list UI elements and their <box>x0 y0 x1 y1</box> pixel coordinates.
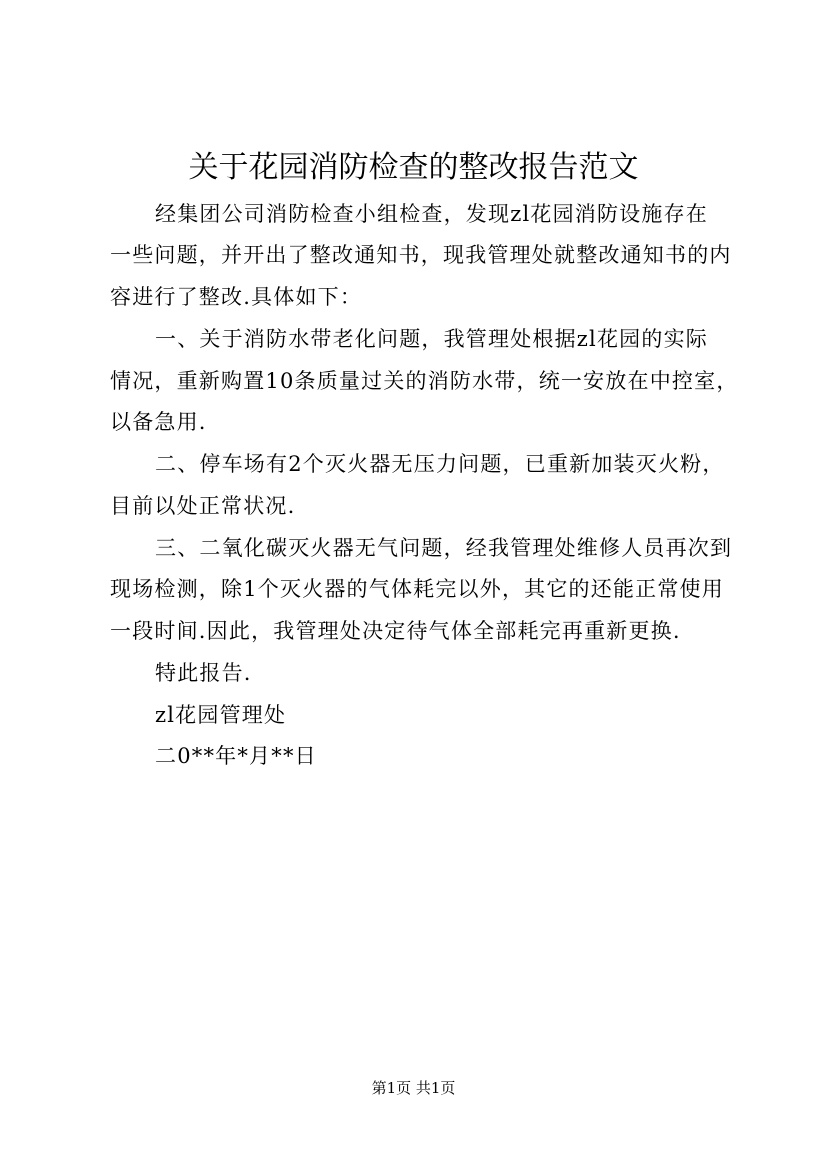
page-footer: 第1页 共1页 <box>371 1079 456 1097</box>
paragraph-line: 现场检测，除1个灭火器的气体耗完以外，其它的还能正常使用 <box>110 577 724 601</box>
paragraph-line: 容进行了整改.具体如下： <box>110 285 363 309</box>
paragraph-line: 目前以处正常状况. <box>110 494 296 518</box>
paragraph-line: 一、关于消防水带老化问题，我管理处根据zl花园的实际 <box>155 327 708 351</box>
paragraph-line: 三、二氧化碳灭火器无气问题，经我管理处维修人员再次到 <box>155 536 733 560</box>
paragraph-line: 以备急用. <box>110 410 207 434</box>
paragraph-line: 一段时间.因此，我管理处决定待气体全部耗完再重新更换. <box>110 619 681 643</box>
signature-line: zl花园管理处 <box>155 703 287 727</box>
paragraph-line: 经集团公司消防检查小组检查，发现zl花园消防设施存在 <box>155 202 708 226</box>
paragraph-line: 一些问题，并开出了整改通知书，现我管理处就整改通知书的内 <box>110 243 732 267</box>
document-title: 关于花园消防检查的整改报告范文 <box>188 150 639 185</box>
paragraph-line: 情况，重新购置10条质量过关的消防水带，统一安放在中控室， <box>110 369 739 393</box>
date-line: 二0**年*月**日 <box>155 744 317 768</box>
closing-line: 特此报告. <box>155 661 252 685</box>
paragraph-line: 二、停车场有2个灭火器无压力问题，已重新加装灭火粉， <box>155 452 725 476</box>
